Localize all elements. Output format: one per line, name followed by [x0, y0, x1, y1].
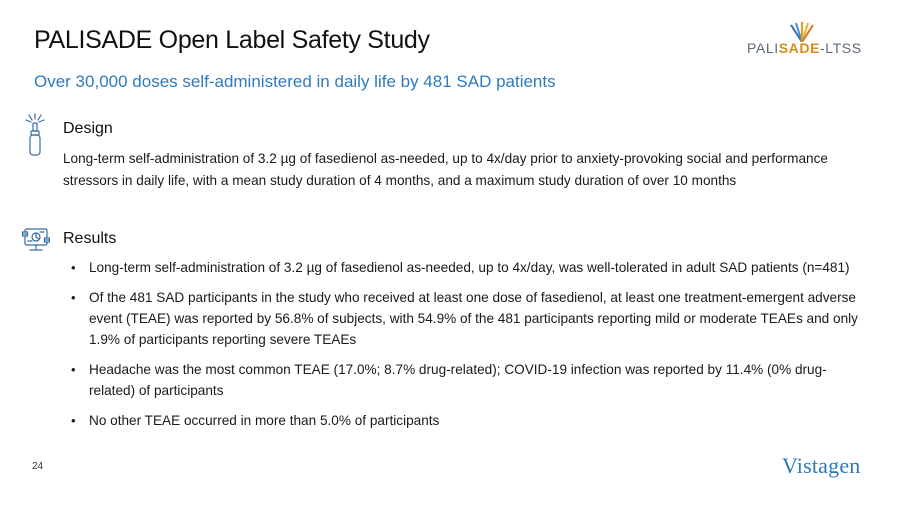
- nasal-spray-icon: [22, 112, 48, 158]
- page-number: 24: [32, 461, 44, 472]
- results-bullet: [69, 287, 869, 350]
- bullet-glyph: •: [71, 290, 76, 305]
- results-heading: Results: [63, 230, 117, 247]
- design-heading: Design: [63, 120, 113, 137]
- logo-wordmark: [747, 40, 862, 56]
- results-bullet-text: No other TEAE occurred in more than 5.0% of participants: [89, 413, 440, 428]
- vistagen-logo: Vistagen: [782, 453, 861, 478]
- data-monitor-icon: [22, 227, 50, 253]
- bullet-glyph: •: [71, 260, 76, 275]
- results-bullet-text: Long-term self-administration of 3.2 µg of fasedienol as-needed, up to 4x/day, was well-tolerated in adult SAD patients (n=481): [89, 260, 850, 275]
- results-bullet-list: [69, 257, 869, 440]
- slide-subtitle: Over 30,000 doses self-administered in daily life by 481 SAD patients: [34, 72, 556, 91]
- logo-text-right: -LTSS: [820, 40, 862, 56]
- design-description: Long-term self-administration of 3.2 µg of fasedienol as-needed, up to 4x/day prior to anxiety-provoking social and performance stressors in daily life, with a mean study duration of 4 months, and a maximum study duration of over 10 months: [63, 151, 828, 188]
- palisade-ltss-logo: [747, 22, 872, 58]
- results-bullet-text: Of the 481 SAD participants in the study who received at least one dose of fasedienol, at least one treatment-emergent adverse event (TEAE) was reported by 56.8% of subjects, with 54.9% of the 481 participants reporting mild or moderate TEAEs and only 1.9% of participants reporting severe TEAEs: [89, 290, 858, 347]
- sunburst-rays-icon: [785, 22, 819, 42]
- logo-text-left: PALI: [747, 40, 779, 56]
- bullet-glyph: •: [71, 362, 76, 377]
- results-bullet: [69, 410, 869, 431]
- results-bullet: [69, 359, 869, 401]
- slide-title: PALISADE Open Label Safety Study: [34, 26, 430, 54]
- results-bullet: [69, 257, 869, 278]
- bullet-glyph: •: [71, 413, 76, 428]
- logo-text-accent: SADE: [778, 40, 821, 56]
- results-bullet-text: Headache was the most common TEAE (17.0%; 8.7% drug-related); COVID-19 infection was reported by 11.4% (0% drug-related) of participants: [89, 362, 827, 398]
